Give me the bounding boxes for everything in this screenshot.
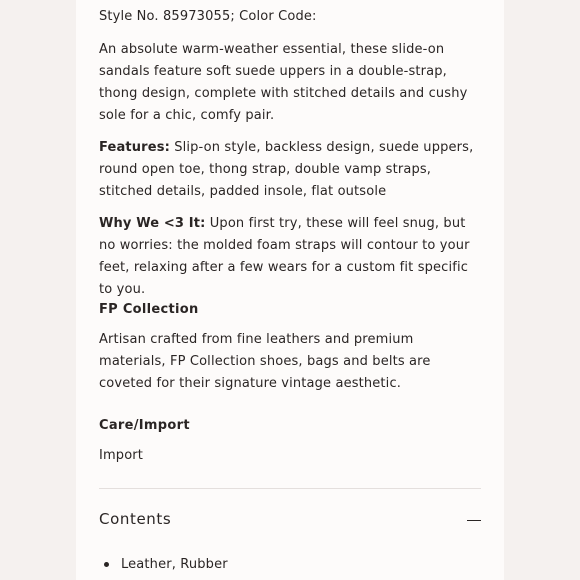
contents-list <box>99 555 228 575</box>
product-description: An absolute warm-weather essential, these slide-on sandals feature soft suede uppers in a double-strap, thong design, complete with stitched details and cushy sole for a chic, comfy pair. <box>99 42 468 123</box>
bullet-icon <box>104 562 109 567</box>
contents-accordion-toggle[interactable] <box>99 506 481 536</box>
why-we-love-it-paragraph <box>99 213 481 301</box>
section-divider <box>99 488 481 489</box>
contents-title: Contents <box>99 510 172 528</box>
features-text: Slip-on style, backless design, suede uppers, round open toe, thong strap, double vamp straps, stitched details, padded insole, flat outsole <box>99 140 474 199</box>
why-we-love-it-text: Upon first try, these will feel snug, but no worries: the molded foam straps will contour to your feet, relaxing after a few wears for a custom fit specific to you. <box>99 216 470 297</box>
material-item: Leather, Rubber <box>121 557 228 572</box>
why-we-love-it-label: Why We <3 It: <box>99 216 206 231</box>
care-import-heading: Care/Import <box>99 418 190 433</box>
minus-icon[interactable] <box>467 520 481 521</box>
style-number: Style No. 85973055; Color Code: <box>99 9 317 24</box>
fp-collection-heading: FP Collection <box>99 302 199 317</box>
care-import-text: Import <box>99 448 144 463</box>
features-paragraph <box>99 137 481 203</box>
fp-collection-text: Artisan crafted from fine leathers and premium materials, FP Collection shoes, bags and belts are coveted for their signature vintage aesthetic. <box>99 332 431 391</box>
list-item <box>99 555 228 575</box>
features-label: Features: <box>99 140 170 155</box>
